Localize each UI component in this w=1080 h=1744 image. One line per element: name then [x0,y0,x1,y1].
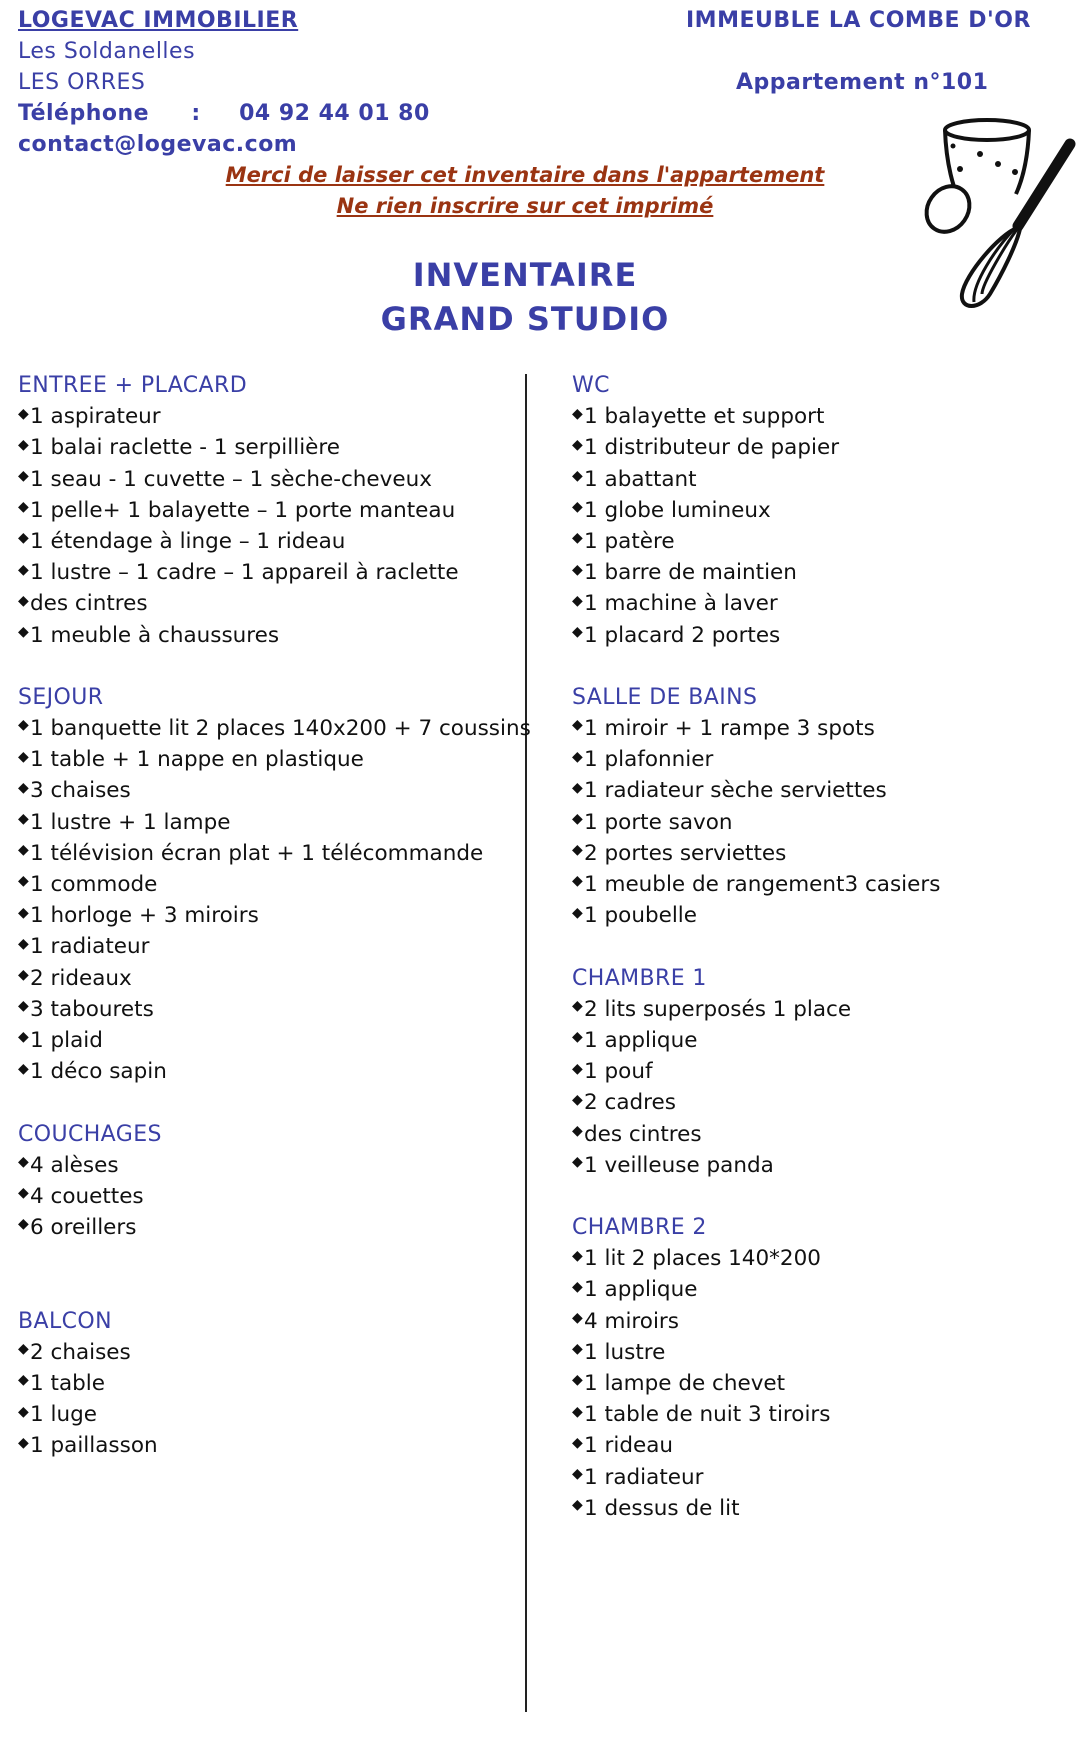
inventory-item-text: 6 oreillers [30,1215,137,1241]
inventory-item [18,1150,538,1181]
inventory-item-text: 1 miroir + 1 rampe 3 spots [584,716,875,742]
inventory-item-text: des cintres [30,591,148,617]
diamond-bullet-icon: ◆ [572,1403,583,1420]
diamond-bullet-icon: ◆ [18,1185,29,1202]
inventory-item-text: 2 chaises [30,1339,131,1365]
diamond-bullet-icon: ◆ [18,623,29,640]
inventory-item [572,432,1080,463]
inventory-item [572,1243,1080,1274]
inventory-item [18,495,538,526]
inventory-item-text: 1 banquette lit 2 places 140x200 + 7 coussins [30,716,531,742]
diamond-bullet-icon: ◆ [18,1029,29,1046]
diamond-bullet-icon: ◆ [18,592,29,609]
diamond-bullet-icon: ◆ [572,1247,583,1264]
diamond-bullet-icon: ◆ [18,904,29,921]
inventory-item [18,807,538,838]
inventory-item-text: 1 lit 2 places 140*200 [584,1246,821,1272]
diamond-bullet-icon: ◆ [18,1434,29,1451]
diamond-bullet-icon: ◆ [572,1091,583,1108]
left-column [18,370,538,1462]
diamond-bullet-icon: ◆ [572,592,583,609]
diamond-bullet-icon: ◆ [572,530,583,547]
diamond-bullet-icon: ◆ [18,530,29,547]
inventory-item-text: 1 veilleuse panda [584,1152,774,1178]
inventory-item [18,931,538,962]
inventory-item [18,775,538,806]
diamond-bullet-icon: ◆ [18,467,29,484]
inventory-item [18,900,538,931]
section-title: WC [572,373,610,398]
diamond-bullet-icon: ◆ [572,779,583,796]
inventory-item [18,994,538,1025]
diamond-bullet-icon: ◆ [18,873,29,890]
inventory-item [572,713,1080,744]
inventory-item-text: 1 meuble de rangement3 casiers [584,872,941,897]
inventory-item [572,620,1080,651]
inventory-item [18,432,538,463]
inventory-item-text: 1 horloge + 3 miroirs [30,903,259,929]
inventory-item [18,1025,538,1056]
section-chambre-1 [572,963,1080,1181]
inventory-item [572,464,1080,495]
inventory-item [572,869,1080,900]
diamond-bullet-icon: ◆ [18,935,29,952]
inventory-item [572,1306,1080,1337]
inventory-item-text: 1 barre de maintien [584,560,797,586]
diamond-bullet-icon: ◆ [572,717,583,734]
inventory-item [572,1430,1080,1461]
inventory-item [18,464,538,495]
inventory-item-text: 1 meuble à chaussures [30,622,280,648]
diamond-bullet-icon: ◆ [18,966,29,983]
inventory-item [572,401,1080,432]
diamond-bullet-icon: ◆ [572,1341,583,1358]
diamond-bullet-icon: ◆ [18,405,29,422]
inventory-item-text: 1 abattant [584,466,697,492]
inventory-item [572,1493,1080,1524]
inventory-item-text: 1 commode [30,872,158,897]
inventory-item-text: 1 pelle+ 1 balayette – 1 porte manteau [30,497,456,523]
phone-number: 04 92 44 01 80 [239,101,430,126]
inventory-item [18,526,538,557]
building-name: IMMEUBLE LA COMBE D'OR [686,8,1031,33]
inventory-item-text: 1 lustre [584,1339,666,1365]
inventory-item [572,1119,1080,1150]
inventory-item [572,588,1080,619]
right-column [572,370,1080,1524]
inventory-item-text: 1 placard 2 portes [584,622,781,648]
title-grand-studio: GRAND STUDIO [380,300,670,338]
inventory-item-text: 1 luge [30,1402,97,1428]
diamond-bullet-icon: ◆ [18,1154,29,1171]
diamond-bullet-icon: ◆ [572,561,583,578]
agency-address-line1: Les Soldanelles [18,39,196,64]
diamond-bullet-icon: ◆ [572,1497,583,1514]
diamond-bullet-icon: ◆ [572,467,583,484]
inventory-item-text: 1 paillasson [30,1433,158,1459]
inventory-item-text: 1 table de nuit 3 tiroirs [584,1402,831,1428]
inventory-item [572,1368,1080,1399]
section-title: CHAMBRE 2 [572,1215,707,1241]
inventory-item-text: 1 machine à laver [584,591,778,617]
inventory-item [572,526,1080,557]
diamond-bullet-icon: ◆ [572,405,583,422]
inventory-item-text: 4 couettes [30,1183,144,1209]
section-balcon [18,1306,538,1462]
inventory-item [572,1274,1080,1305]
agency-address-line2: LES ORRES [18,70,146,95]
title-inventaire: INVENTAIRE [412,256,638,294]
diamond-bullet-icon: ◆ [572,623,583,640]
inventory-item-text: 1 seau - 1 cuvette – 1 sèche-cheveux [30,466,432,492]
phone-label: Téléphone [18,101,150,126]
inventory-item-text: 1 distributeur de papier [584,435,840,461]
inventory-item-text: 1 porte savon [584,809,733,835]
inventory-item-text: 1 lustre – 1 cadre – 1 appareil à raclette [30,560,459,586]
section-title: COUCHAGES [18,1121,162,1147]
inventory-item [572,1462,1080,1493]
inventory-item-text: 1 pouf [584,1059,653,1085]
inventory-item-text: 1 table [30,1371,105,1396]
inventory-item [18,713,538,744]
inventory-item [572,1399,1080,1430]
diamond-bullet-icon: ◆ [18,499,29,516]
inventory-item-text: 1 télévision écran plat + 1 télécommande [30,840,484,866]
inventory-item-text: 1 poubelle [584,903,697,929]
diamond-bullet-icon: ◆ [572,1122,583,1139]
diamond-bullet-icon: ◆ [572,873,583,890]
diamond-bullet-icon: ◆ [572,998,583,1015]
phone-separator: : [191,101,201,126]
inventory-item-text: 4 alèses [30,1152,119,1178]
inventory-item-text: 3 tabourets [30,996,154,1022]
inventory-item-text: 1 déco sapin [30,1059,167,1085]
diamond-bullet-icon: ◆ [18,1372,29,1389]
diamond-bullet-icon: ◆ [572,748,583,765]
inventory-item [18,401,538,432]
inventory-item-text: 1 rideau [584,1433,674,1459]
diamond-bullet-icon: ◆ [572,1372,583,1389]
diamond-bullet-icon: ◆ [18,842,29,859]
inventory-item [18,963,538,994]
diamond-bullet-icon: ◆ [572,1154,583,1171]
diamond-bullet-icon: ◆ [18,436,29,453]
inventory-item [18,1056,538,1087]
diamond-bullet-icon: ◆ [572,1310,583,1327]
inventory-item-text: 1 plafonnier [584,747,714,773]
inventory-item-text: 1 radiateur sèche serviettes [584,778,887,804]
diamond-bullet-icon: ◆ [572,436,583,453]
diamond-bullet-icon: ◆ [572,499,583,516]
inventory-item [572,557,1080,588]
section-title: BALCON [18,1308,112,1334]
inventory-item [18,869,538,900]
section-entree-placard [18,370,538,651]
inventory-item-text: 1 radiateur [30,934,150,960]
whisk-bowl-icon [920,114,1080,314]
inventory-item-text: 1 applique [584,1027,698,1053]
inventory-item-text: 2 lits superposés 1 place [584,996,852,1022]
diamond-bullet-icon: ◆ [572,1434,583,1451]
inventory-item-text: 2 rideaux [30,965,132,991]
inventory-item [572,838,1080,869]
inventory-item [18,1399,538,1430]
inventory-item [572,1087,1080,1118]
inventory-item-text: des cintres [584,1121,702,1147]
diamond-bullet-icon: ◆ [18,1060,29,1077]
inventory-item [572,744,1080,775]
inventory-item [18,838,538,869]
inventory-item-text: 1 étendage à linge – 1 rideau [30,528,346,554]
inventory-item [18,1212,538,1243]
inventory-item-text: 1 globe lumineux [584,497,771,523]
diamond-bullet-icon: ◆ [572,1060,583,1077]
diamond-bullet-icon: ◆ [18,811,29,828]
inventory-item-text: 3 chaises [30,778,131,804]
inventory-item-text: 1 aspirateur [30,404,161,430]
inventory-item-text: 1 lustre + 1 lampe [30,809,231,835]
inventory-item [572,1150,1080,1181]
diamond-bullet-icon: ◆ [572,811,583,828]
inventory-item [18,620,538,651]
inventory-item-text: 1 dessus de lit [584,1495,740,1521]
section-title: CHAMBRE 1 [572,965,707,991]
inventory-item-text: 1 table + 1 nappe en plastique [30,747,364,773]
inventory-item-text: 1 balayette et support [584,404,825,430]
section-couchages [18,1119,538,1244]
apartment-number: Appartement n°101 [736,70,989,95]
diamond-bullet-icon: ◆ [572,1278,583,1295]
inventory-item [572,807,1080,838]
inventory-item [18,588,538,619]
diamond-bullet-icon: ◆ [572,842,583,859]
notice-do-not-write: Ne rien inscrire sur cet imprimé [336,194,714,218]
inventory-item-text: 1 radiateur [584,1464,704,1490]
diamond-bullet-icon: ◆ [18,717,29,734]
inventory-item [572,900,1080,931]
inventory-item-text: 1 balai raclette - 1 serpillière [30,435,340,461]
notice-leave-inventory: Merci de laisser cet inventaire dans l'appartement [225,163,825,187]
diamond-bullet-icon: ◆ [572,904,583,921]
inventory-item [18,1181,538,1212]
inventory-item [18,744,538,775]
diamond-bullet-icon: ◆ [18,779,29,796]
inventory-item [18,1430,538,1461]
agency-email: contact@logevac.com [18,132,298,157]
diamond-bullet-icon: ◆ [18,561,29,578]
section-chambre-2 [572,1212,1080,1524]
diamond-bullet-icon: ◆ [18,998,29,1015]
inventory-item [18,557,538,588]
section-title: SALLE DE BAINS [572,684,758,710]
inventory-item [572,1025,1080,1056]
diamond-bullet-icon: ◆ [18,748,29,765]
inventory-item-text: 1 applique [584,1277,698,1303]
diamond-bullet-icon: ◆ [18,1341,29,1358]
inventory-item [572,994,1080,1025]
section-title: ENTREE + PLACARD [18,373,248,398]
section-wc [572,370,1080,651]
diamond-bullet-icon: ◆ [18,1216,29,1233]
inventory-item [572,1337,1080,1368]
inventory-item [572,1056,1080,1087]
agency-name: LOGEVAC IMMOBILIER [18,8,299,33]
diamond-bullet-icon: ◆ [572,1029,583,1046]
inventory-item [18,1368,538,1399]
diamond-bullet-icon: ◆ [572,1465,583,1482]
section-title: SEJOUR [18,684,104,710]
inventory-item-text: 2 cadres [584,1090,676,1116]
inventory-item-text: 1 patère [584,528,675,554]
inventory-item [572,495,1080,526]
section-sejour [18,682,538,1087]
phone-line [18,101,430,126]
section-salle-de-bains [572,682,1080,932]
inventory-item-text: 1 plaid [30,1027,103,1053]
inventory-item [572,775,1080,806]
inventory-item [18,1337,538,1368]
inventory-item-text: 2 portes serviettes [584,840,787,866]
inventory-item-text: 1 lampe de chevet [584,1371,786,1396]
inventory-item-text: 4 miroirs [584,1308,679,1334]
diamond-bullet-icon: ◆ [18,1403,29,1420]
